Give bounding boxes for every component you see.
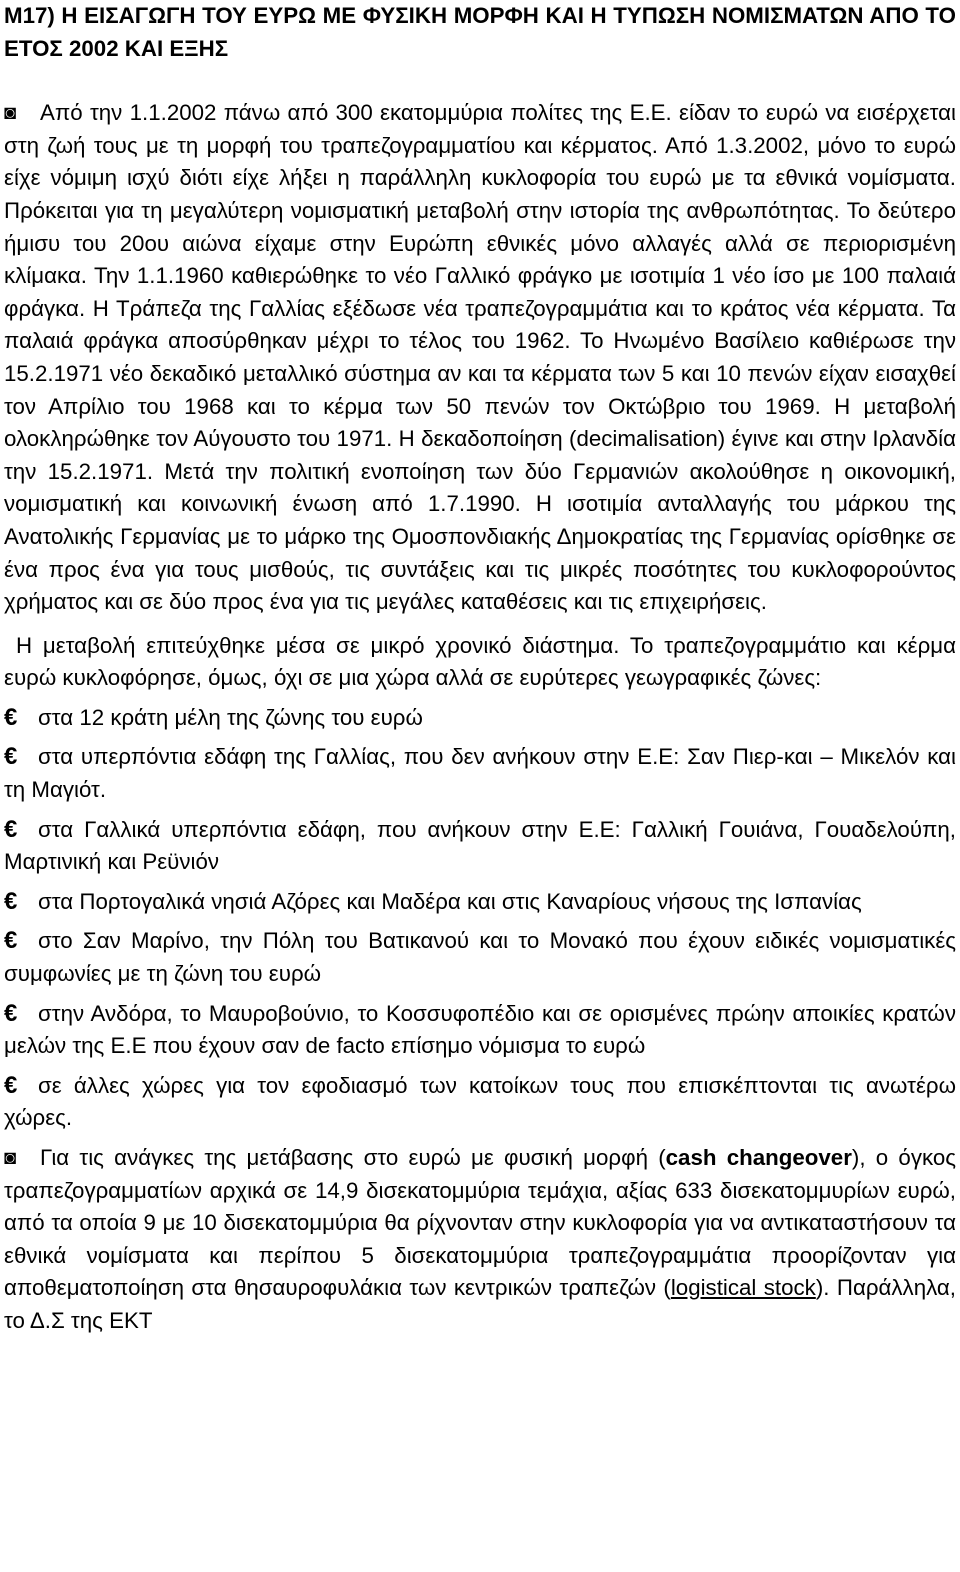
bullet-icon: ◙	[4, 1147, 17, 1169]
intro-paragraph-text: Από την 1.1.2002 πάνω από 300 εκατομμύρια πολίτες της Ε.Ε. είδαν το ευρώ να εισέρχεται στη ζωή τους με τη μορφή του τραπεζογραμματίου και κέρματος. Από 1.3.2002, μόνο το ευρώ είχε νόμιμη ισχύ διότι είχε λήξει η παράλληλη κυκλοφορία του ευρώ με τα εθνικά νομίσματα. Πρόκειται για τη μεγαλύτερη νομισματική μεταβολή στην ιστορία της ανθρωπότητας. Το δεύτερο ήμισυ του 20ου αιώνα είχαμε στην Ευρώπη εθνικές μόνο αλλαγές αλλά σε περιορισμένη κλίμακα. Την 1.1.1960 καθιερώθηκε το νέο Γαλλικό φράγκο με ισοτιμία 1 νέο ίσο με 100 παλαιά φράγκα. Η Τράπεζα της Γαλλίας εξέδωσε νέα τραπεζογραμμάτια και το κράτος νέα κέρματα. Τα παλαιά φράγκα αποσύρθηκαν μέχρι το τέλος του 1962. Το Ηνωμένο Βασίλειο καθιέρωσε την 15.2.1971 νέο δεκαδικό μεταλλικό σύστημα αν και τα κέρματα των 5 και 10 πενών είχαν εισαχθεί τον Απρίλιο του 1968 και το κέρμα των 50 πενών τον Οκτώβριο του 1969. Η μεταβολή ολοκληρώθηκε τον Αύγουστο του 1971. Η δεκαδοποίηση (decimalisation) έγινε και στην Ιρλανδία την 15.2.1971. Μετά την πολιτική ενοποίηση των δύο Γερμανιών ακολούθησε η οικονομική, νομισματική και κοινωνική ένωση από 1.7.1990. Η ισοτιμία ανταλλαγής του μάρκου της Ανατολικής Γερμανίας με το μάρκο της Ομοσπονδιακής Δημοκρατίας της Γερμανίας ορίσθηκε σε ένα προς ένα για τους μισθούς, τις συντάξεις και τις μικρές ποσότητες του κυκλοφορούντος χρήματος και σε δύο προς ένα για τις μεγάλες καταθέσεις και τις επιχειρήσεις.	[4, 100, 956, 615]
list-item	[4, 886, 956, 919]
list-item-text: στα Γαλλικά υπερπόντια εδάφη, που ανήκουν στην Ε.Ε: Γαλλική Γουιάνα, Γουαδελούπη, Μαρτινική και Ρεϋνιόν	[4, 816, 956, 875]
list-item-text: στα υπερπόντια εδάφη της Γαλλίας, που δεν ανήκουν στην Ε.Ε: Σαν Πιερ-και – Μικελόν και τη Μαγιότ.	[4, 744, 956, 803]
euro-icon: €	[4, 927, 18, 955]
bullet-icon: ◙	[4, 102, 17, 125]
cash-changeover-term: cash changeover	[665, 1145, 852, 1170]
list-item-text: στα 12 κράτη μέλη της ζώνης του ευρώ	[38, 704, 423, 730]
transition-paragraph	[4, 630, 956, 695]
section-title: Μ17) Η ΕΙΣΑΓΩΓΗ ΤΟΥ ΕΥΡΩ ΜΕ ΦΥΣΙΚΗ ΜΟΡΦΗ ΚΑΙ Η ΤΥΠΩΣΗ ΝΟΜΙΣΜΑΤΩΝ ΑΠΟ ΤΟ ΕΤΟΣ 2002 ΚΑΙ ΕΞΗΣ	[4, 3, 956, 61]
transition-paragraph-text: Η μεταβολή επιτεύχθηκε μέσα σε μικρό χρονικό διάστημα. Το τραπεζογραμμάτιο και κέρμα ευρώ κυκλοφόρησε, όμως, όχι σε μια χώρα αλλά σε ευρύτερες γεωγραφικές ζώνες:	[4, 632, 956, 691]
euro-icon: €	[4, 815, 18, 843]
changeover-text-middle: ), ο όγκος τραπεζογραμματίων αρχικά σε 14,9 δισεκατομμύρια τεμάχια, αξίας 633 δισεκατομμυρίων ευρώ, από τα οποία 9 με 10 δισεκατομμύρια θα ρίχνονταν στην κυκλοφορία για να αντικαταστήσουν τα εθνικά νομίσματα και περίπου 5 δισεκατομμύρια τραπεζογραμμάτια προορίζονταν για αποθεματοποίηση στα θησαυροφυλάκια των κεντρικών τραπεζών (	[4, 1145, 956, 1301]
zones-list	[4, 702, 956, 1135]
list-item-text: στην Ανδόρα, το Μαυροβούνιο, το Κοσσυφοπέδιο και σε ορισμένες πρώην αποικίες κρατών μελών της Ε.Ε που έχουν σαν de facto επίσημο νόμισμα το ευρώ	[4, 1000, 956, 1059]
list-item	[4, 1070, 956, 1135]
changeover-text-start: Για τις ανάγκες της μετάβασης στο ευρώ με φυσική μορφή (	[40, 1145, 666, 1170]
list-item	[4, 702, 956, 735]
list-item	[4, 814, 956, 879]
list-item	[4, 741, 956, 806]
list-item-text: στα Πορτογαλικά νησιά Αζόρες και Μαδέρα και στις Καναρίους νήσους της Ισπανίας	[38, 888, 862, 914]
euro-icon: €	[4, 887, 18, 915]
list-item	[4, 998, 956, 1063]
intro-paragraph	[4, 97, 956, 619]
euro-icon: €	[4, 703, 18, 731]
euro-icon: €	[4, 743, 18, 771]
logistical-stock-term: logistical stock	[670, 1275, 816, 1301]
list-item-text: σε άλλες χώρες για τον εφοδιασμό των κατοίκων τους που επισκέπτονται τις ανωτέρω χώρες.	[4, 1072, 956, 1131]
changeover-paragraph	[4, 1142, 956, 1338]
euro-icon: €	[4, 1071, 18, 1099]
changeover-text-end: ). Παράλληλα, το Δ.Σ της ΕΚΤ	[4, 1275, 956, 1333]
list-item	[4, 925, 956, 990]
euro-icon: €	[4, 999, 18, 1027]
list-item-text: στο Σαν Μαρίνο, την Πόλη του Βατικανού και το Μονακό που έχουν ειδικές νομισματικές συμφωνίες με τη ζώνη του ευρώ	[4, 928, 956, 987]
